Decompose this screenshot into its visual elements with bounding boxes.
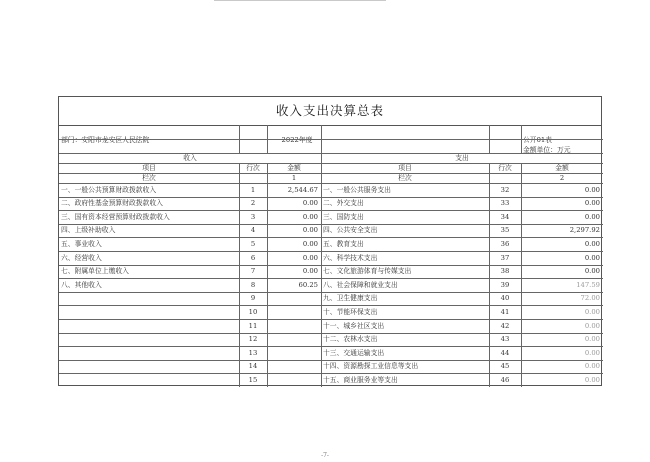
row-8-expense-amount: 147.59 bbox=[576, 280, 600, 289]
page-number: -7- bbox=[321, 452, 329, 459]
row-12-expense-item: 十二、农林水支出 bbox=[323, 335, 378, 344]
row-10-expense-item: 十、节能环保支出 bbox=[323, 307, 378, 316]
row-12-expense-amount: 0.00 bbox=[584, 335, 600, 344]
expense-column-label: 栏次 bbox=[398, 174, 412, 182]
row-8-expense-item: 八、社会保障和就业支出 bbox=[323, 280, 398, 289]
row-9-expense-line: 40 bbox=[500, 294, 510, 303]
row-3-expense-amount: 0.00 bbox=[584, 212, 600, 221]
row-2-income-item: 二、政府性基金预算财政拨款收入 bbox=[61, 199, 163, 208]
row-5-income-item: 五、事业收入 bbox=[61, 239, 102, 248]
income-column-number: 1 bbox=[291, 174, 297, 182]
row-1-expense-line: 32 bbox=[500, 185, 510, 194]
grid-line bbox=[321, 153, 322, 387]
expense-item-header: 项目 bbox=[398, 164, 412, 172]
row-13-income-line: 13 bbox=[248, 348, 258, 357]
row-3-income-line: 3 bbox=[250, 212, 256, 221]
row-5-expense-amount: 0.00 bbox=[584, 239, 600, 248]
row-14-expense-item: 十四、资源勘探工业信息等支出 bbox=[323, 362, 419, 371]
row-4-income-amount: 0.00 bbox=[302, 226, 318, 235]
row-10-expense-line: 41 bbox=[500, 307, 510, 316]
row-2-expense-item: 二、外交支出 bbox=[323, 199, 364, 208]
expense-amount-header: 金额 bbox=[555, 164, 569, 172]
row-12-income-line: 12 bbox=[248, 335, 258, 344]
row-8-expense-line: 39 bbox=[500, 280, 510, 289]
row-7-expense-line: 38 bbox=[500, 267, 510, 276]
row-8-income-amount: 60.25 bbox=[298, 280, 318, 289]
row-1-expense-amount: 0.00 bbox=[584, 185, 600, 194]
row-6-expense-amount: 0.00 bbox=[584, 253, 600, 262]
form-code: 公开01表 bbox=[523, 136, 553, 144]
row-4-expense-amount: 2,297.92 bbox=[569, 226, 600, 235]
row-11-income-line: 11 bbox=[248, 321, 258, 330]
income-line-header: 行次 bbox=[246, 164, 260, 172]
row-14-income-line: 14 bbox=[248, 362, 258, 371]
expense-column-number: 2 bbox=[559, 174, 565, 182]
row-5-expense-item: 五、教育支出 bbox=[323, 239, 364, 248]
row-7-expense-item: 七、文化旅游体育与传媒支出 bbox=[323, 267, 412, 276]
row-2-income-amount: 0.00 bbox=[302, 199, 318, 208]
row-6-expense-line: 37 bbox=[500, 253, 510, 262]
scan-artifact bbox=[214, 0, 386, 4]
final-accounts-table bbox=[58, 96, 602, 386]
row-7-expense-amount: 0.00 bbox=[584, 267, 600, 276]
row-4-expense-item: 四、公共安全支出 bbox=[323, 226, 378, 235]
expense-section-header: 支出 bbox=[455, 154, 469, 162]
row-6-income-item: 六、经营收入 bbox=[61, 253, 102, 262]
row-2-expense-amount: 0.00 bbox=[584, 199, 600, 208]
row-9-expense-amount: 72.00 bbox=[580, 294, 600, 303]
grid-line bbox=[489, 163, 490, 387]
row-13-expense-amount: 0.00 bbox=[584, 348, 600, 357]
row-6-income-line: 6 bbox=[250, 253, 256, 262]
expense-line-header: 行次 bbox=[498, 164, 512, 172]
row-1-expense-item: 一、一般公共服务支出 bbox=[323, 185, 391, 194]
row-3-income-item: 三、国有资本经营预算财政拨款收入 bbox=[61, 212, 170, 221]
row-12-expense-line: 43 bbox=[500, 335, 510, 344]
income-item-header: 项目 bbox=[142, 164, 156, 172]
grid-line bbox=[239, 163, 240, 387]
grid-line bbox=[521, 163, 522, 387]
row-4-income-line: 4 bbox=[250, 226, 256, 235]
row-5-income-amount: 0.00 bbox=[302, 239, 318, 248]
row-9-expense-item: 九、卫生健康支出 bbox=[323, 294, 378, 303]
income-section-header: 收入 bbox=[183, 154, 197, 162]
row-15-expense-line: 46 bbox=[500, 375, 510, 384]
page-title: 收入支出决算总表 bbox=[59, 97, 601, 126]
row-6-expense-item: 六、科学技术支出 bbox=[323, 253, 378, 262]
department-label: 部门：安阳市龙安区人民法院 bbox=[61, 136, 150, 144]
row-7-income-item: 七、附属单位上缴收入 bbox=[61, 267, 129, 276]
row-14-expense-amount: 0.00 bbox=[584, 362, 600, 371]
row-10-income-line: 10 bbox=[248, 307, 258, 316]
row-1-income-line: 1 bbox=[250, 185, 256, 194]
row-11-expense-line: 42 bbox=[500, 321, 510, 330]
row-11-expense-amount: 0.00 bbox=[584, 321, 600, 330]
grid-line bbox=[267, 163, 268, 387]
row-9-income-line: 9 bbox=[250, 294, 256, 303]
row-5-income-line: 5 bbox=[250, 239, 256, 248]
row-15-expense-item: 十五、商业服务业等支出 bbox=[323, 375, 398, 384]
row-7-income-line: 7 bbox=[250, 267, 256, 276]
row-4-expense-line: 35 bbox=[500, 226, 510, 235]
row-6-income-amount: 0.00 bbox=[302, 253, 318, 262]
row-3-expense-item: 三、国防支出 bbox=[323, 212, 364, 221]
row-13-expense-item: 十三、交通运输支出 bbox=[323, 348, 385, 357]
unit-label: 金额单位：万元 bbox=[523, 146, 571, 154]
row-11-expense-item: 十一、城乡社区支出 bbox=[323, 321, 385, 330]
row-10-expense-amount: 0.00 bbox=[584, 307, 600, 316]
row-14-expense-line: 45 bbox=[500, 362, 510, 371]
row-5-expense-line: 36 bbox=[500, 239, 510, 248]
row-13-expense-line: 44 bbox=[500, 348, 510, 357]
grid-line bbox=[59, 139, 603, 140]
row-2-income-line: 2 bbox=[250, 199, 256, 208]
row-3-expense-line: 34 bbox=[500, 212, 510, 221]
row-1-income-item: 一、一般公共预算财政拨款收入 bbox=[61, 185, 157, 194]
row-15-expense-amount: 0.00 bbox=[584, 375, 600, 384]
row-7-income-amount: 0.00 bbox=[302, 267, 318, 276]
row-8-income-line: 8 bbox=[250, 280, 256, 289]
year-label: 2022年度 bbox=[281, 136, 313, 144]
row-1-income-amount: 2,544.67 bbox=[287, 185, 318, 194]
income-amount-header: 金额 bbox=[287, 164, 301, 172]
row-3-income-amount: 0.00 bbox=[302, 212, 318, 221]
row-2-expense-line: 33 bbox=[500, 199, 510, 208]
row-15-income-line: 15 bbox=[248, 375, 258, 384]
grid-line bbox=[59, 153, 603, 154]
row-4-income-item: 四、上级补助收入 bbox=[61, 226, 116, 235]
income-column-label: 栏次 bbox=[142, 174, 156, 182]
row-8-income-item: 八、其他收入 bbox=[61, 280, 102, 289]
